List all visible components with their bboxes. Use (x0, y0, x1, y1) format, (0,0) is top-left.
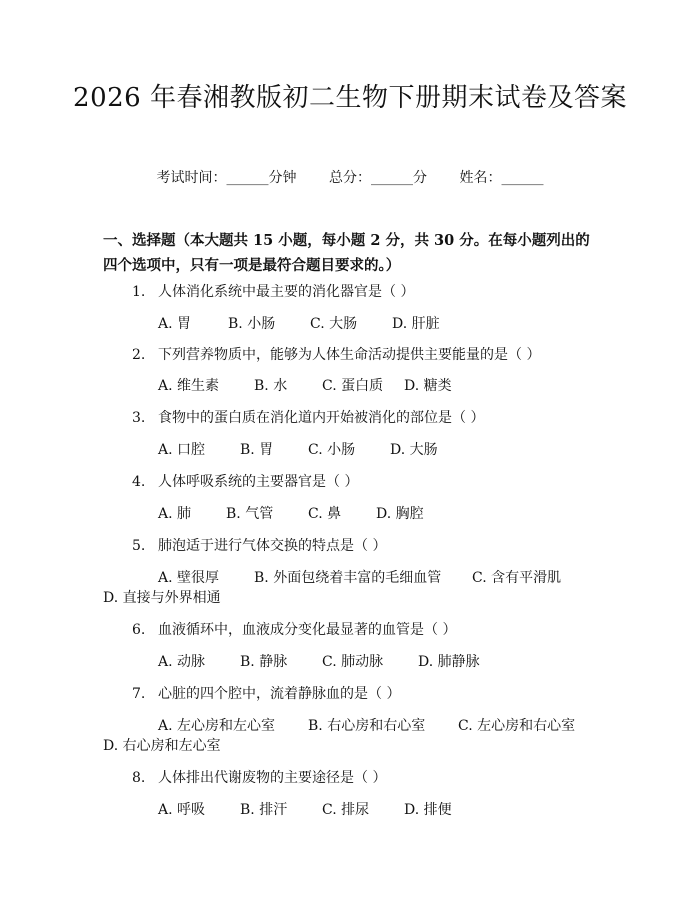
option-a: A. 肺 (158, 506, 192, 522)
option-a: A. 胃 (158, 316, 192, 332)
question-text: 人体消化系统中最主要的消化器官是（ ） (158, 284, 415, 300)
question-text: 血液循环中，血液成分变化最显著的血管是（ ） (158, 622, 457, 638)
question-5 (132, 536, 632, 556)
option-a: A. 动脉 (158, 654, 206, 670)
options-7 (158, 716, 618, 736)
option-c: C. 肺动脉 (322, 654, 384, 670)
option-d: D. 直接与外界相通 (103, 590, 221, 606)
option-d: D. 右心房和左心室 (103, 738, 221, 754)
question-6 (132, 620, 632, 640)
option-d: D. 胸腔 (376, 506, 424, 522)
option-a: A. 维生素 (158, 378, 220, 394)
question-4 (132, 472, 632, 492)
question-8 (132, 768, 632, 788)
question-text: 肺泡适于进行气体交换的特点是（ ） (158, 538, 387, 554)
exam-time: 考试时间：______分钟 (156, 170, 297, 186)
question-number: 5. (132, 538, 146, 554)
option-a: A. 呼吸 (158, 802, 206, 818)
options-1 (158, 314, 618, 334)
option-d: D. 排便 (404, 802, 452, 818)
option-b: B. 静脉 (240, 654, 288, 670)
options-2 (158, 376, 618, 396)
section-heading: 一、选择题（本大题共 15 小题，每小题 2 分，共 30 分。在每小题列出的四个选项中，只有一项是最符合题目要求的。） (103, 232, 590, 274)
question-number: 7. (132, 686, 146, 702)
options-4 (158, 504, 618, 524)
question-number: 2. (132, 347, 146, 363)
question-text: 人体排出代谢废物的主要途径是（ ） (158, 770, 387, 786)
question-number: 6. (132, 622, 146, 638)
option-b: B. 排汗 (240, 802, 288, 818)
option-d: D. 肺静脉 (418, 654, 480, 670)
option-b: B. 气管 (226, 506, 274, 522)
question-text: 下列营养物质中，能够为人体生命活动提供主要能量的是（ ） (158, 347, 541, 363)
option-c: C. 蛋白质 (322, 378, 384, 394)
question-text: 心脏的四个腔中，流着静脉血的是（ ） (158, 686, 401, 702)
option-a: A. 壁很厚 (158, 570, 220, 586)
question-2 (132, 345, 632, 365)
option-b: B. 外面包绕着丰富的毛细血管 (254, 570, 442, 586)
question-text: 食物中的蛋白质在消化道内开始被消化的部位是（ ） (158, 410, 485, 426)
option-b: B. 水 (254, 378, 288, 394)
option-a: A. 口腔 (158, 442, 206, 458)
question-number: 8. (132, 770, 146, 786)
question-number: 4. (132, 474, 146, 490)
option-b: B. 右心房和右心室 (308, 718, 426, 734)
exam-info (0, 168, 700, 188)
option-d: D. 大肠 (390, 442, 438, 458)
option-c: C. 含有平滑肌 (472, 570, 562, 586)
option-d: D. 肝脏 (392, 316, 440, 332)
question-1 (132, 282, 632, 302)
question-3 (132, 408, 632, 428)
options-8 (158, 800, 618, 820)
question-number: 3. (132, 410, 146, 426)
option-c: C. 大肠 (310, 316, 358, 332)
options-5 (158, 568, 618, 588)
option-c: C. 左心房和右心室 (458, 718, 576, 734)
question-number: 1. (132, 284, 146, 300)
options-3 (158, 440, 618, 460)
option-c: C. 小肠 (308, 442, 356, 458)
page-title: 2026 年春湘教版初二生物下册期末试卷及答案 (73, 83, 627, 113)
options-6 (158, 652, 618, 672)
question-text: 人体呼吸系统的主要器官是（ ） (158, 474, 359, 490)
option-d: D. 糖类 (404, 378, 452, 394)
question-7 (132, 684, 632, 704)
option-a: A. 左心房和左心室 (158, 718, 276, 734)
option-c: C. 排尿 (322, 802, 370, 818)
exam-name: 姓名：______ (459, 170, 544, 186)
option-b: B. 小肠 (228, 316, 276, 332)
option-c: C. 鼻 (308, 506, 342, 522)
exam-total-score: 总分：______分 (329, 170, 427, 186)
option-b: B. 胃 (240, 442, 274, 458)
